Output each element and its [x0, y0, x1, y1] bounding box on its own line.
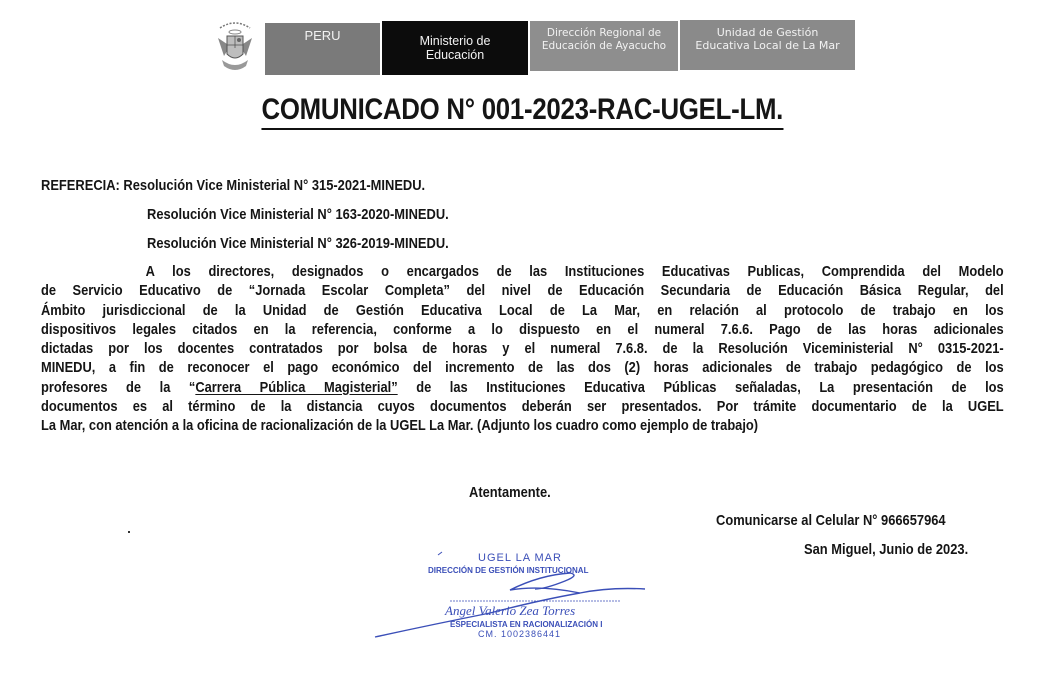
reference-item: Resolución Vice Ministerial N° 315-2021-MINEDU.	[123, 177, 426, 194]
header-box-ministerio	[382, 21, 528, 75]
body-line: A los directores, designados o encargados de las Instituciones Educativas Publicas, Comprendida del Modelo	[145, 263, 1004, 280]
reference-label: REFERECIA:	[41, 177, 120, 194]
document-title: COMUNICADO N° 001-2023-RAC-UGEL-LM.	[262, 92, 784, 130]
header-ugel-line2: Educativa Local de La Mar	[695, 39, 840, 52]
contact-phone: Comunicarse al Celular N° 966657964	[716, 512, 946, 529]
header-dre-line2: Educación de Ayacucho	[541, 40, 667, 52]
header-box-peru	[265, 23, 380, 75]
header-peru-label: PERU	[304, 28, 341, 43]
body-paragraph	[41, 262, 1004, 436]
place-date: San Miguel, Junio de 2023.	[804, 541, 969, 558]
header-minedu-line1: Ministerio de	[419, 34, 491, 48]
body-line: Ámbito jurisdiccional de la Unidad de Gestión Educativa Local de La Mar, en relación al protocolo de trabajo en los	[41, 301, 1004, 319]
header-dre-line1: Dirección Regional de	[546, 27, 662, 39]
stamp-role: ESPECIALISTA EN RACIONALIZACIÓN I	[450, 620, 603, 629]
letterhead	[210, 16, 860, 78]
signature-tick	[438, 552, 442, 555]
header-minedu-line2: Educación	[425, 48, 485, 62]
body-line: dispositivos legales citados en la referencia, conforme a lo dispuesto en el numeral 7.6.6. Pago de las horas adicionales	[41, 320, 1004, 338]
header-box-dre	[530, 21, 678, 71]
body-line: MINEDU, a fin de reconocer el pago económico del incremento de las dos (2) horas adicionales de trabajo pedagógico de los	[41, 359, 1004, 377]
stamp-dept: DIRECCIÓN DE GESTIÓN INSTITUCIONAL	[428, 566, 589, 575]
body-text-segment: profesores de la “	[41, 378, 196, 396]
body-line: dictadas por los docentes contratados por bolsa de horas y el numeral 7.6.8. de la Resolución Viceministerial N° 0315-2021-	[41, 340, 1004, 358]
stamp-name: Angel Valerio Zea Torres	[445, 603, 576, 618]
peru-coat-of-arms-icon	[210, 16, 260, 78]
document-title-wrap	[0, 92, 1045, 130]
closing: Atentamente.	[469, 484, 551, 501]
body-text-segment: de las Instituciones Educativa Públicas señaladas, La presentación de los	[397, 378, 1004, 396]
underlined-term: Carrera Pública Magisterial”	[195, 378, 398, 396]
body-line: documentos es al término de la distancia cuyos documentos deberán ser presentados. Por trámite documentario de la UGEL	[41, 398, 1004, 416]
reference-item: Resolución Vice Ministerial N° 163-2020-MINEDU.	[147, 206, 449, 223]
body-line-with-underline	[41, 378, 1004, 397]
signature-stamp	[370, 545, 650, 645]
reference-item: Resolución Vice Ministerial N° 326-2019-MINEDU.	[147, 235, 449, 252]
body-line: de Servicio Educativo de “Jornada Escolar Completa” del nivel de Educación Secundaria de Educación Básica Regular, del	[41, 282, 1004, 300]
header-ugel-line1: Unidad de Gestión	[716, 26, 819, 39]
scan-speck	[128, 531, 130, 533]
header-box-ugel	[680, 20, 855, 70]
body-line: La Mar, con atención a la oficina de racionalización de la UGEL La Mar. (Adjunto los cuadro como ejemplo de trabajo)	[41, 417, 759, 435]
stamp-cm: CM. 1002386441	[478, 629, 562, 639]
stamp-org: UGEL LA MAR	[478, 552, 562, 564]
reference-line-1	[41, 177, 425, 194]
